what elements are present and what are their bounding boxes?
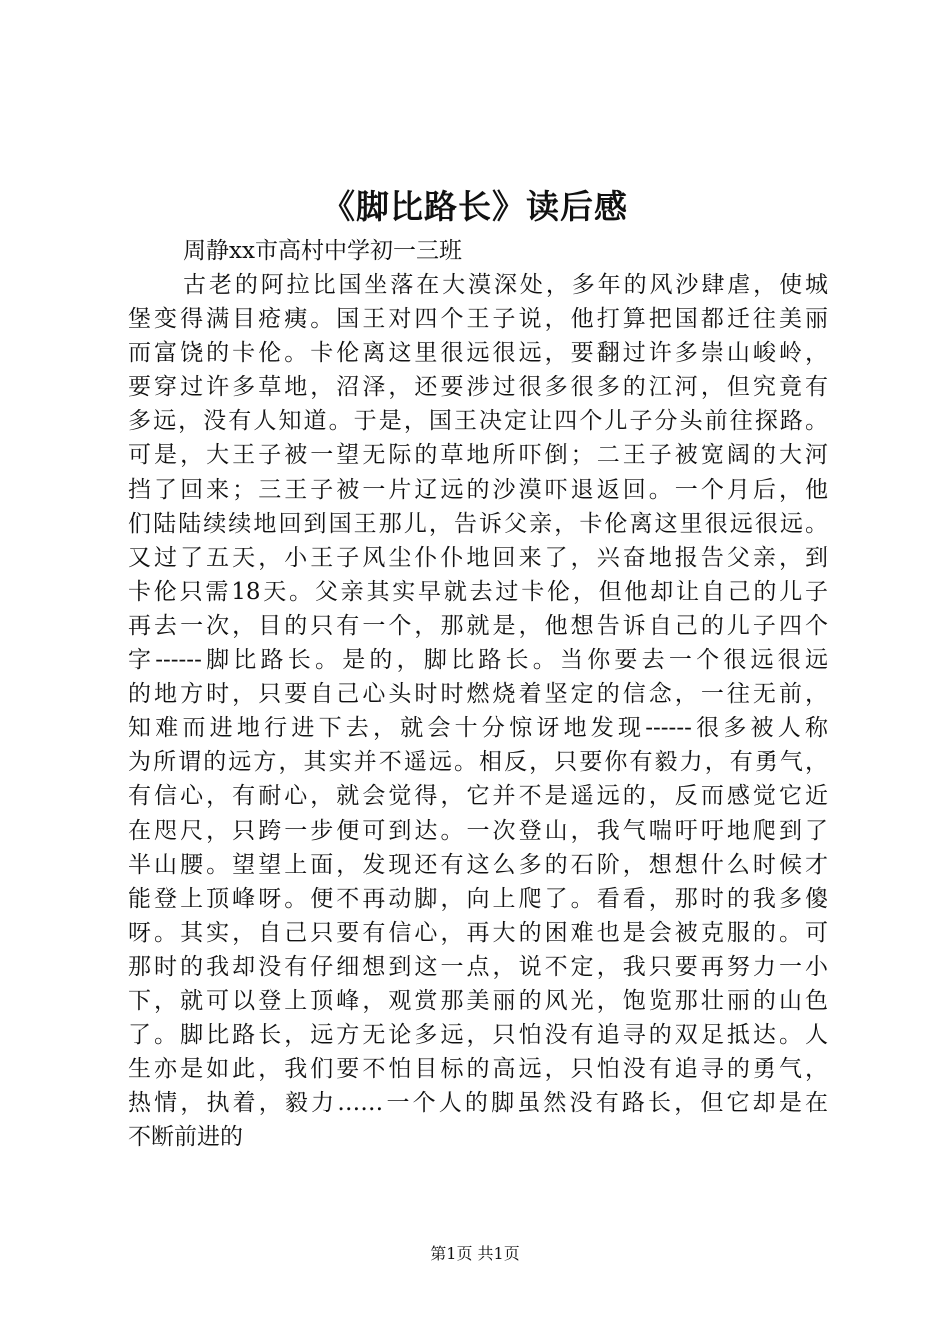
- paragraph-line: 下，就可以登上顶峰，观赏那美丽的风光，饱览那壮丽的山色: [128, 987, 828, 1014]
- paragraph-line: 热情，执着，毅力……一个人的脚虽然没有路长，但它却是在: [128, 1090, 828, 1117]
- paragraph-line: 而富饶的卡伦。卡伦离这里很远很远，要翻过许多崇山峻岭，: [128, 340, 828, 367]
- paragraph-line: 知难而进地行进下去，就会十分惊讶地发现------很多被人称: [128, 715, 828, 742]
- paragraph-line: 堡变得满目疮痍。国王对四个王子说，他打算把国都迁往美丽: [128, 306, 828, 333]
- paragraph-line: 那时的我却没有仔细想到这一点，说不定，我只要再努力一小: [128, 953, 828, 980]
- author-line: 周静xx市高村中学初一三班: [183, 238, 462, 264]
- paragraph-line: 呀。其实，自己只要有信心，再大的困难也是会被克服的。可: [128, 919, 828, 946]
- paragraph-line: 半山腰。望望上面，发现还有这么多的石阶，想想什么时候才: [128, 851, 828, 878]
- paragraph-line: 多远，没有人知道。于是，国王决定让四个儿子分头前往探路。: [128, 408, 828, 435]
- paragraph-line: 挡了回来；三王子被一片辽远的沙漠吓退返回。一个月后，他: [128, 476, 828, 503]
- page-footer: 第1页 共1页: [430, 1244, 520, 1263]
- paragraph-line: 再去一次，目的只有一个，那就是，他想告诉自己的儿子四个: [128, 612, 828, 639]
- paragraph-line: 能登上顶峰呀。便不再动脚，向上爬了。看看，那时的我多傻: [128, 885, 828, 912]
- paragraph-line: 为所谓的远方，其实并不遥远。相反，只要你有毅力，有勇气，: [128, 749, 828, 776]
- paragraph-line: 了。脚比路长，远方无论多远，只怕没有追寻的双足抵达。人: [128, 1022, 828, 1049]
- paragraph-line: 有信心，有耐心，就会觉得，它并不是遥远的，反而感觉它近: [128, 783, 828, 810]
- document-title: 《脚比路长》读后感: [322, 187, 628, 226]
- paragraph-line: 古老的阿拉比国坐落在大漠深处，多年的风沙肆虐，使城: [183, 272, 828, 298]
- paragraph-line: 生亦是如此，我们要不怕目标的高远，只怕没有追寻的勇气，: [128, 1056, 828, 1083]
- paragraph-line: 不断前进的: [128, 1124, 243, 1151]
- paragraph-line: 又过了五天，小王子风尘仆仆地回来了，兴奋地报告父亲，到: [128, 544, 828, 571]
- body-paragraph: [128, 268, 828, 1154]
- paragraph-line: 卡伦只需18天。父亲其实早就去过卡伦，但他却让自己的儿子: [128, 578, 828, 605]
- paragraph-line: 的地方时，只要自己心头时时燃烧着坚定的信念，一往无前，: [128, 681, 828, 708]
- paragraph-line: 字------脚比路长。是的，脚比路长。当你要去一个很远很远: [128, 647, 828, 674]
- paragraph-line: 可是，大王子被一望无际的草地所吓倒；二王子被宽阔的大河: [128, 442, 828, 469]
- paragraph-line: 在咫尺，只跨一步便可到达。一次登山，我气喘吁吁地爬到了: [128, 817, 828, 844]
- paragraph-line: 要穿过许多草地，沼泽，还要涉过很多很多的江河，但究竟有: [128, 374, 828, 401]
- paragraph-line: 们陆陆续续地回到国王那儿，告诉父亲，卡伦离这里很远很远。: [128, 510, 828, 537]
